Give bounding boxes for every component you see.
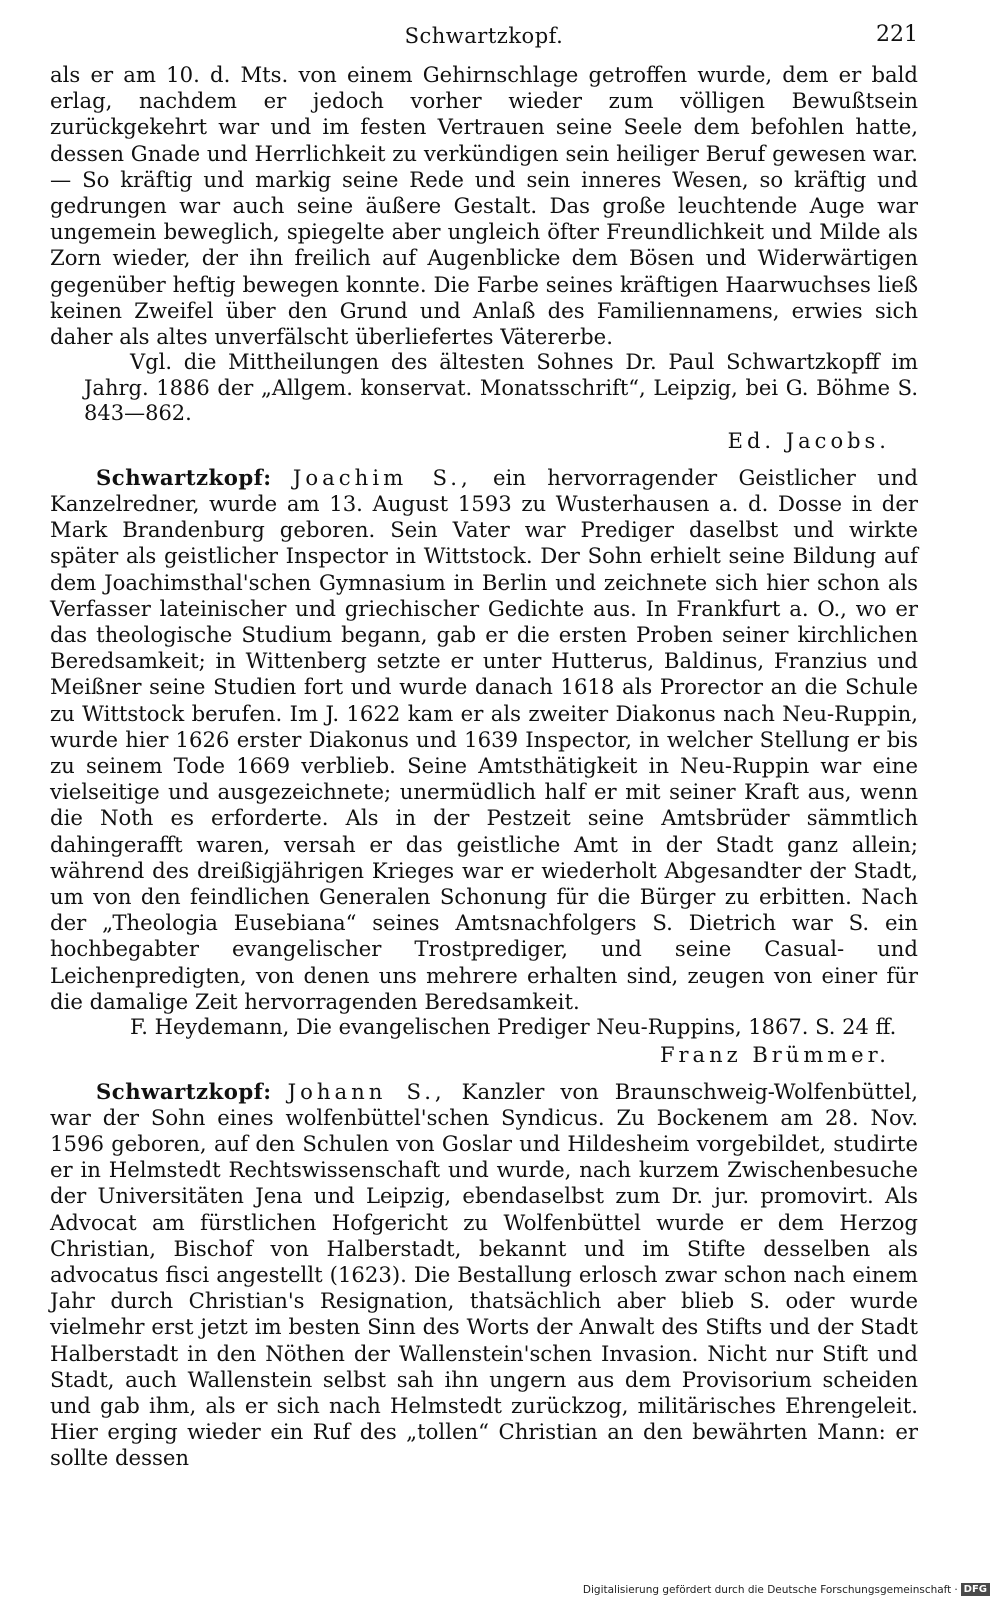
document-page (50, 18, 918, 1472)
page-number: 221 (876, 22, 918, 47)
entry-joachim (50, 465, 918, 1015)
entry-joachim-signature: Franz Brümmer. (659, 1042, 890, 1067)
running-title: Schwartzkopf. (404, 24, 564, 48)
continuation-signature: Ed. Jacobs. (727, 428, 890, 453)
dfg-logo: DFG (961, 1583, 990, 1596)
continuation-paragraph: als er am 10. d. Mts. von einem Gehirnschlage getroffen wurde, dem er bald erlag, nachdem er jedoch vorher wieder zum völligen Bewußtsein zurückgekehrt war und im festen Vertrauen seine Seele dem befohlen hatte, dessen Gnade und Herrlichkeit zu verkündigen sein heiliger Beruf gewesen war. — So kräftig und markig seine Rede und sein inneres Wesen, so kräftig und gedrungen war auch seine äußere Gestalt. Das große leuchtende Auge war ungemein beweglich, spiegelte aber ungleich öfter Freundlichkeit und Milde als Zorn wieder, der ihn freilich auf Augenblicke dem Bösen und Widerwärtigen gegenüber heftig bewegen konnte. Die Farbe seines kräftigen Haarwuchses ließ keinen Zweifel über den Grund und Anlaß des Familiennamens, erwies sich daher als altes unverfälscht überliefertes Vätererbe. (50, 62, 918, 350)
entry-text: ein hervorragender Geistlicher und Kanzelredner, wurde am 13. August 1593 zu Wusterhausen a. d. Dosse in der Mark Brandenburg geboren. Sein Vater war Prediger daselbst und wirkte später als geistlicher Inspector in Wittstock. Der Sohn erhielt seine Bildung auf dem Joachimsthal'schen Gymnasium in Berlin und zeichnete sich hier schon als Verfasser lateinischer und griechischer Gedichte aus. In Frankfurt a. O., wo er das theologische Studium begann, gab er die ersten Proben seiner kirchlichen Beredsamkeit; in Wittenberg setzte er unter Hutterus, Baldinus, Franzius und Meißner seine Studien fort und wurde danach 1618 als Prorector an die Schule zu Wittstock berufen. Im J. 1622 kam er als zweiter Diakonus nach Neu-Ruppin, wurde hier 1626 erster Diakonus und 1639 Inspector, in welcher Stellung er bis zu seinem Tode 1669 verblieb. Seine Amtsthätigkeit in Neu-Ruppin war eine vielseitige und ausgezeichnete; unermüdlich half er mit seiner Kraft aus, wenn die Noth es erforderte. Als in der Pestzeit seine Amtsbrüder sämmtlich dahingerafft waren, versah er das geistliche Amt in der Stadt ganz allein; während des dreißigjährigen Krieges war er wiederholt Abgesandter der Stadt, um von den feindlichen Generalen Schonung für die Bürger zu erbitten. Nach der „Theologia Eusebiana“ seines Amtsnachfolgers S. Dietrich war S. ein hochbegabter evangelischer Trostprediger, und seine Casual- und Leichenpredigten, von denen uns mehrere erhalten sind, zeugen von einer für die damalige Zeit hervorragenden Beredsamkeit. (50, 464, 918, 1014)
entry-joachim-reference: F. Heydemann, Die evangelischen Prediger Neu-Ruppins, 1867. S. 24 ff. (130, 1015, 897, 1039)
body-text (50, 62, 918, 1472)
entry-given-name: Johann S., (287, 1078, 446, 1104)
entry-text: Kanzler von Braunschweig-Wolfenbüttel, war der Sohn eines wolfenbüttel'schen Syndicus. Zu Bockenem am 28. Nov. 1596 geboren, auf den Schulen von Goslar und Hildesheim vorgebildet, studirte er in Helmstedt Rechtswissenschaft und wurde, nach kurzem Zwischenbesuche der Universitäten Jena und Leipzig, ebendaselbst zum Dr. jur. promovirt. Als Advocat am fürstlichen Hofgericht zu Wolfenbüttel wurde er dem Herzog Christian, Bischof von Halberstadt, bekannt und im Stifte desselben als advocatus fisci angestellt (1623). Die Bestallung erlosch zwar schon nach einem Jahr durch Christian's Resignation, thatsächlich aber blieb S. oder wurde vielmehr erst jetzt im besten Sinn des Worts der Anwalt des Stifts und der Stadt Halberstadt in den Nöthen der Wallenstein'schen Invasion. Nicht nur Stift und Stadt, auch Wallenstein selbst sah ihn ungern aus dem Provisorium scheiden und gab ihm, als er sich nach Helmstedt zurückzog, militärisches Ehrengeleit. Hier erging wieder ein Ruf des „tollen“ Christian an den bewährten Mann: er sollte dessen (50, 1078, 918, 1471)
entry-given-name: Joachim S., (292, 464, 472, 490)
credit-text: Digitalisierung gefördert durch die Deutsche Forschungsgemeinschaft (582, 1583, 952, 1596)
entry-headword: Schwartzkopf: (96, 1078, 272, 1104)
digitization-credit: Digitalisierung gefördert durch die Deutsche Forschungsgemeinschaft · DFG (583, 1583, 990, 1596)
entry-headword: Schwartzkopf: (96, 464, 272, 490)
continuation-reference: Vgl. die Mittheilungen des ältesten Sohnes Dr. Paul Schwartzkopff im Jahrg. 1886 der „Allgem. konservat. Monatsschrift“, Leipzig, bei G. Böhme S. 843—862. (84, 350, 918, 426)
entry-johann (50, 1079, 918, 1472)
running-head (50, 18, 918, 54)
